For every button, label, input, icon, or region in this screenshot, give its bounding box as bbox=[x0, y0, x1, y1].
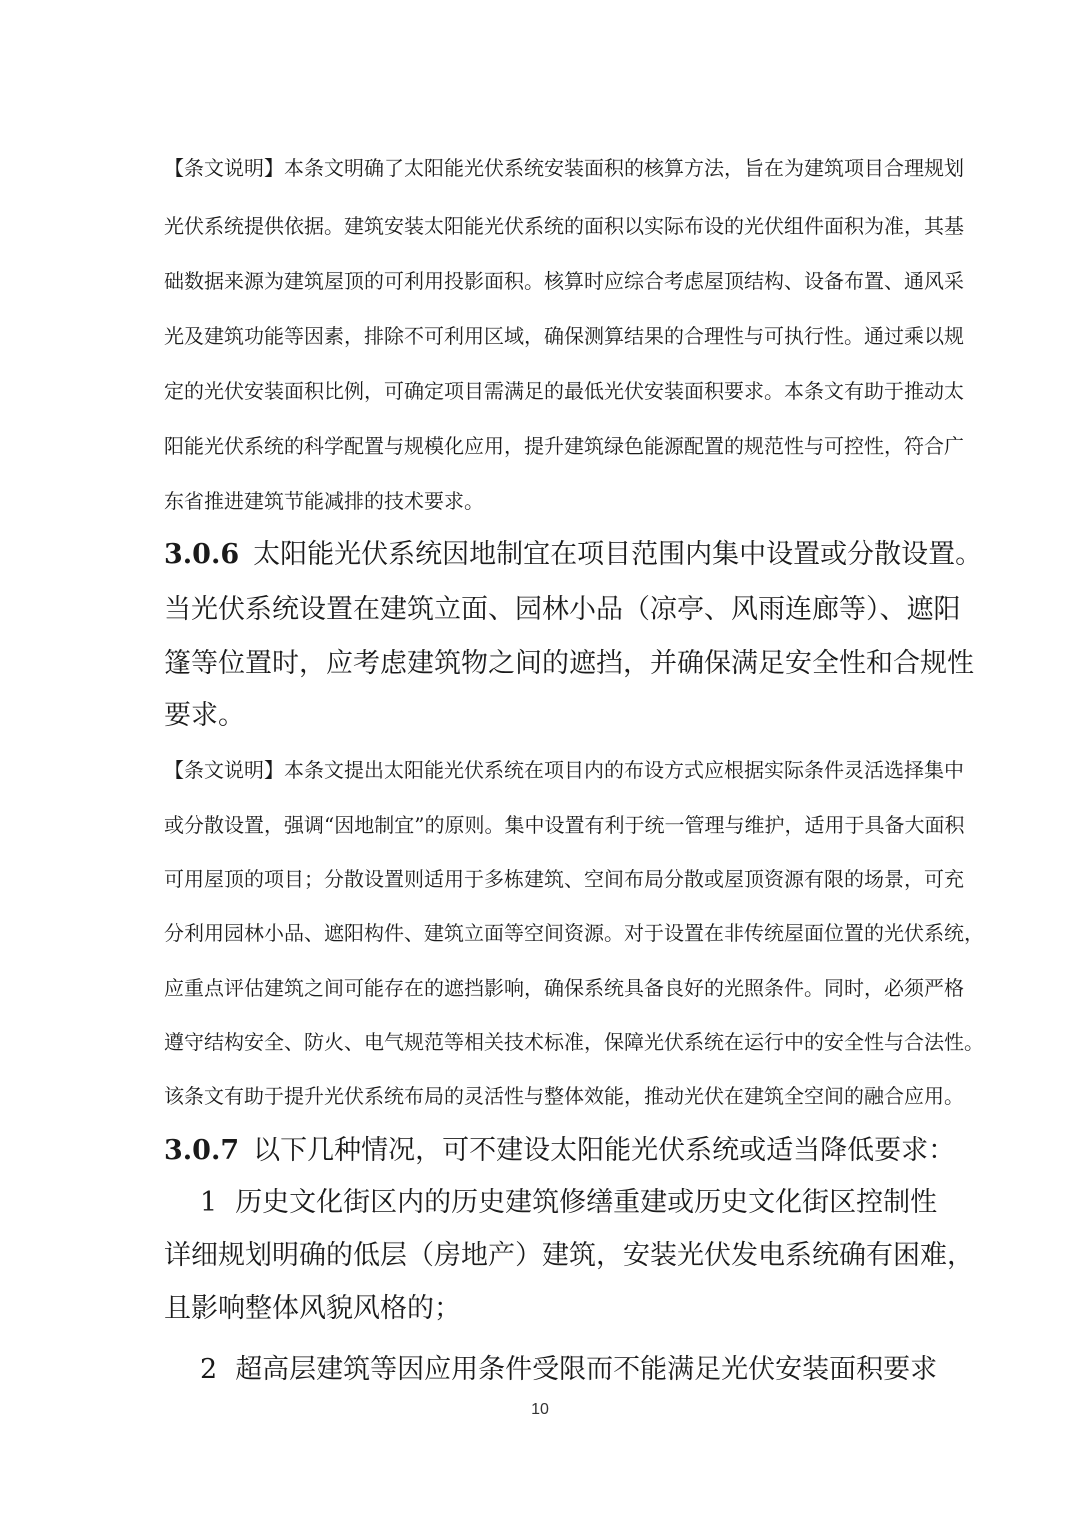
clause-line: 篷等位置时，应考虑建筑物之间的遮挡，并确保满足安全性和合规性 bbox=[164, 648, 974, 679]
explanation-line: 【条文说明】本条文提出太阳能光伏系统在项目内的布设方式应根据实际条件灵活选择集中 bbox=[164, 758, 964, 782]
clause-text: 以下几种情况，可不建设太阳能光伏系统或适当降低要求： bbox=[253, 1135, 956, 1166]
explanation-line: 遵守结构安全、防火、电气规范等相关技术标准，保障光伏系统在运行中的安全性与合法性。 bbox=[164, 1030, 984, 1054]
explanation-line: 东省推进建筑节能减排的技术要求。 bbox=[164, 489, 484, 513]
list-item-number: 1 bbox=[200, 1187, 218, 1218]
list-item-line: 且影响整体风貌风格的； bbox=[164, 1293, 461, 1324]
clause-line: 当光伏系统设置在建筑立面、园林小品（凉亭、风雨连廊等）、遮阳 bbox=[164, 594, 961, 625]
list-item-first-line bbox=[200, 1347, 938, 1386]
list-item-text: 历史文化街区内的历史建筑修缮重建或历史文化街区控制性 bbox=[235, 1187, 938, 1218]
clause-number: 3.0.6 bbox=[164, 539, 240, 570]
explanation-line: 该条文有助于提升光伏系统布局的灵活性与整体效能，推动光伏在建筑全空间的融合应用。 bbox=[164, 1084, 964, 1108]
explanation-line: 阳能光伏系统的科学配置与规模化应用，提升建筑绿色能源配置的规范性与可控性，符合广 bbox=[164, 434, 964, 458]
clause-heading-line bbox=[164, 1128, 956, 1167]
explanation-line: 础数据来源为建筑屋顶的可利用投影面积。核算时应综合考虑屋顶结构、设备布置、通风采 bbox=[164, 269, 964, 293]
list-item-line: 详细规划明确的低层（房地产）建筑，安装光伏发电系统确有困难， bbox=[164, 1240, 974, 1271]
clause-text: 太阳能光伏系统因地制宜在项目范围内集中设置或分散设置。 bbox=[253, 539, 983, 570]
clause-heading-line bbox=[164, 532, 983, 571]
explanation-line: 光伏系统提供依据。建筑安装太阳能光伏系统的面积以实际布设的光伏组件面积为准，其基 bbox=[164, 214, 964, 238]
list-item-number: 2 bbox=[200, 1354, 218, 1385]
explanation-line: 或分散设置，强调“因地制宜”的原则。集中设置有利于统一管理与维护，适用于具备大面积 bbox=[164, 813, 965, 837]
explanation-line: 光及建筑功能等因素，排除不可利用区域，确保测算结果的合理性与可执行性。通过乘以规 bbox=[164, 324, 964, 348]
page-number: 10 bbox=[531, 1401, 549, 1418]
explanation-line: 分利用园林小品、遮阳构件、建筑立面等空间资源。对于设置在非传统屋面位置的光伏系统， bbox=[164, 921, 984, 945]
list-item-first-line bbox=[200, 1180, 938, 1219]
explanation-line: 应重点评估建筑之间可能存在的遮挡影响，确保系统具备良好的光照条件。同时，必须严格 bbox=[164, 976, 964, 1000]
clause-line: 要求。 bbox=[164, 700, 245, 731]
list-item-text: 超高层建筑等因应用条件受限而不能满足光伏安装面积要求 bbox=[235, 1354, 938, 1385]
clause-number: 3.0.7 bbox=[164, 1135, 240, 1166]
explanation-line: 【条文说明】本条文明确了太阳能光伏系统安装面积的核算方法，旨在为建筑项目合理规划 bbox=[164, 156, 964, 180]
explanation-line: 可用屋顶的项目；分散设置则适用于多栋建筑、空间布局分散或屋顶资源有限的场景，可充 bbox=[164, 867, 964, 891]
explanation-line: 定的光伏安装面积比例，可确定项目需满足的最低光伏安装面积要求。本条文有助于推动太 bbox=[164, 379, 964, 403]
